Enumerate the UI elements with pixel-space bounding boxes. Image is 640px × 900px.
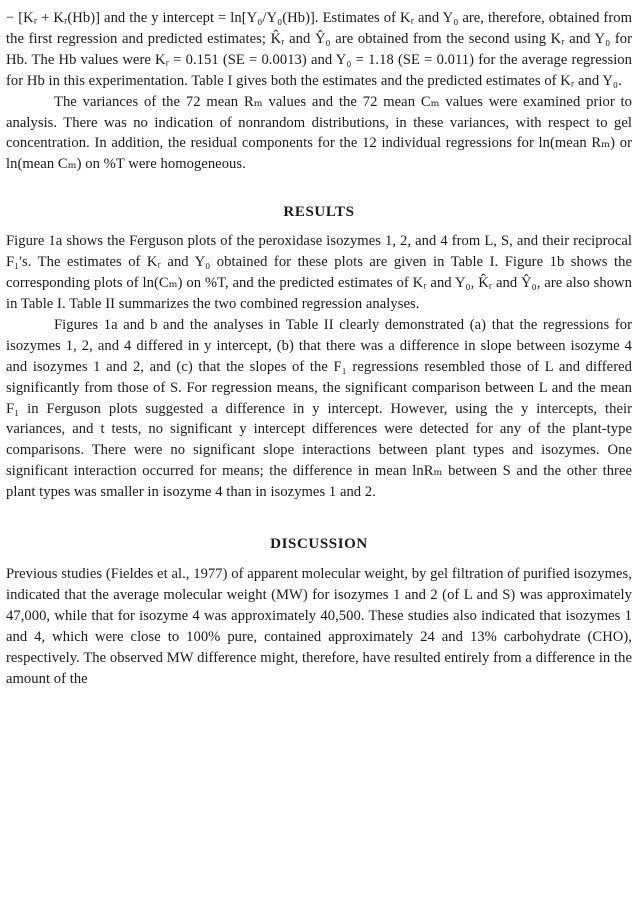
section-heading-discussion: DISCUSSION bbox=[270, 536, 368, 553]
section-heading-results: RESULTS bbox=[283, 204, 355, 221]
paragraph-discussion-molecular-weight: Previous studies (Fieldes et al., 1977) of apparent molecular weight, by gel filtration of purified isozymes, indicated that the average molecular weight (MW) for isozymes 1 and 2 (of L and S) was approximately 47,000, while that for isozyme 4 was approximately 40,500. These studies also indicated that isozymes 1 and 4, which were close to 100% pure, contained approximately 24 and 13% carbohydrate (CHO), respectively. The observed MW difference might, therefore, have resulted entirely from a difference in the amount of the bbox=[6, 566, 632, 687]
paragraph-results-ferguson-plots: Figure 1a shows the Ferguson plots of the peroxidase isozymes 1, 2, and 4 from L, S, and their reciprocal F₁'s. The estimates of Kᵣ and Y₀ obtained for these plots are given in Table I. Figure 1b shows the corresponding plots of ln(Cₘ) on %T, and the predicted estimates of Kᵣ and Y₀, K̂ᵣ and Ŷ₀, are also shown in Table I. Table II summarizes the two combined regression analyses. bbox=[6, 233, 632, 312]
paragraph-regression-estimates: − [Kᵣ + Kᵣ(Hb)] and the y intercept = ln[Y₀/Y₀(Hb)]. Estimates of Kᵣ and Y₀ are, therefore, obtained from the first regression and predicted estimates; K̂ᵣ and Ŷ₀ are obtained from the second using Kᵣ and Y₀ for Hb. The Hb values were Kᵣ = 0.151 (SE = 0.0013) and Y₀ = 1.18 (SE = 0.011) for the average regression for Hb in this experimentation. Table I gives both the estimates and the predicted estimates of Kᵣ and Y₀. bbox=[6, 10, 632, 89]
paragraph-results-analysis: Figures 1a and b and the analyses in Table II clearly demonstrated (a) that the regressions for isozymes 1, 2, and 4 differed in y intercept, (b) that there was a difference in slope between isozyme 4 and isozymes 1 and 2, and (c) that the slopes of the F₁ regressions resembled those of L and differed significantly from those of S. For regression means, the significant comparison between L and the mean F₁ in Ferguson plots suggested a difference in y intercept. However, using the y intercepts, their variances, and t tests, no significant y intercept differences were detected for any of the plant-type comparisons. There were no significant slope interactions between plant types and isozymes. One significant interaction occurred for means; the difference in mean lnRₘ between S and the other three plant types was smaller in isozyme 4 than in isozymes 1 and 2. bbox=[6, 316, 632, 501]
journal-page bbox=[6, 8, 632, 689]
paragraph-variances: The variances of the 72 mean Rₘ values and the 72 mean Cₘ values were examined prior to analysis. There was no indication of nonrandom distributions, in these variances, with respect to gel concentration. In addition, the residual components for the 12 individual regressions for ln(mean Rₘ) or ln(mean Cₘ) on %T were homogeneous. bbox=[6, 93, 632, 173]
